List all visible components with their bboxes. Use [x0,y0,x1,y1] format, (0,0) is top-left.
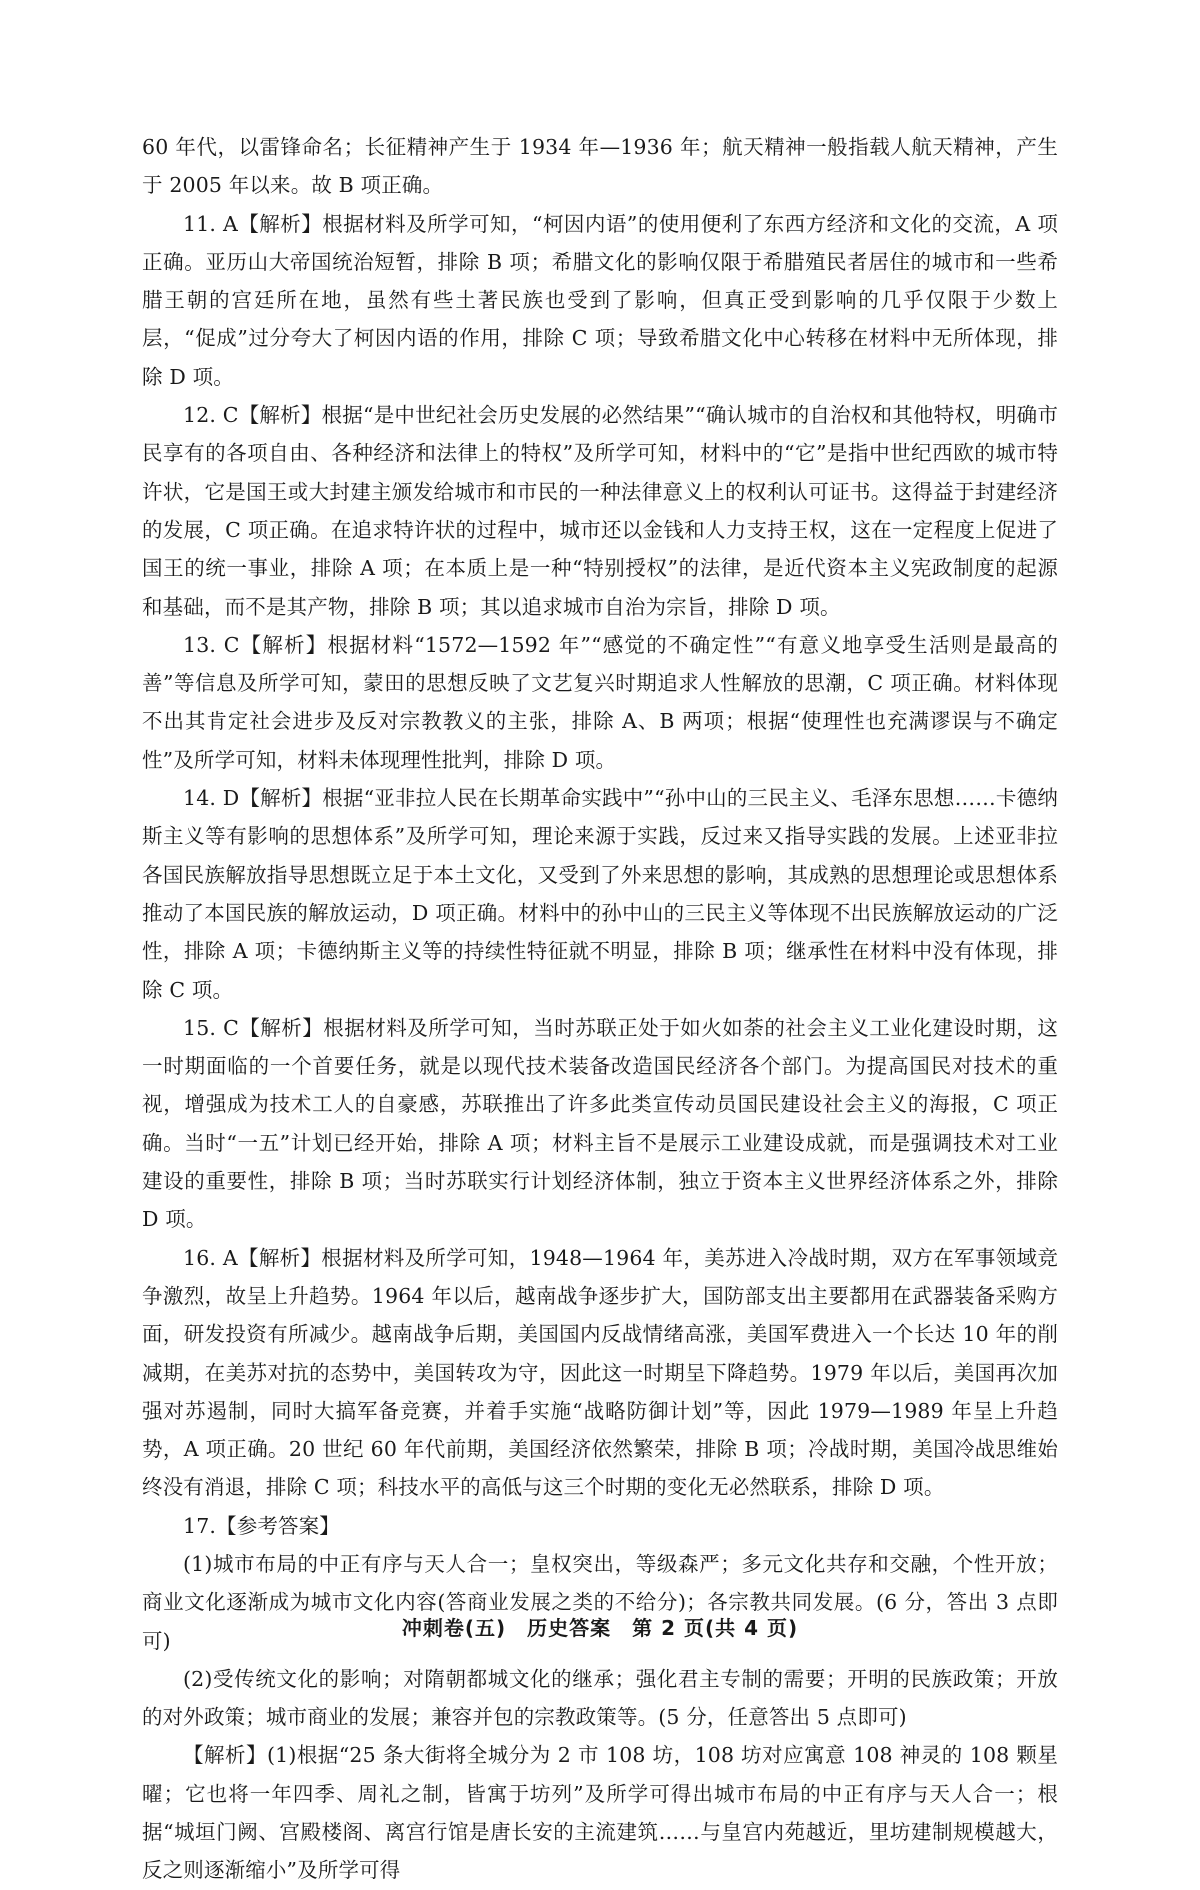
page-footer: 冲刺卷(五) 历史答案 第 2 页(共 4 页) [401,1616,799,1640]
paragraph-q17-answer-2: (2)受传统文化的影响；对隋朝都城文化的继承；强化君主专制的需要；开明的民族政策；开放的对外政策；城市商业的发展；兼容并包的宗教政策等。(5 分，任意答出 5 点即可) [142,1666,1058,1730]
paragraph-q11: 11. A【解析】根据材料及所学可知，“柯因内语”的使用便利了东西方经济和文化的交流，A 项正确。亚历山大帝国统治短暂，排除 B 项；希腊文化的影响仅限于希腊殖民者居住的城市和一些希腊王朝的宫廷所在地，虽然有些土著民族也受到了影响，但真正受到影响的几乎仅限于少数上层，“促成”过分夸大了柯因内语的作用，排除 C 项；导致希腊文化中心转移在材料中无所体现，排除 D 项。 [142,211,1058,389]
paragraph-q15: 15. C【解析】根据材料及所学可知，当时苏联正处于如火如荼的社会主义工业化建设时期，这一时期面临的一个首要任务，就是以现代技术装备改造国民经济各个部门。为提高国民对技术的重视，增强成为技术工人的自豪感，苏联推出了许多此类宣传动员国民建设社会主义的海报，C 项正确。当时“一五”计划已经开始，排除 A 项；材料主旨不是展示工业建设成就，而是强调技术对工业建设的重要性，排除 B 项；当时苏联实行计划经济体制，独立于资本主义世界经济体系之外，排除 D 项。 [142,1015,1058,1232]
paragraph-q17-analysis: 【解析】(1)根据“25 条大街将全城分为 2 市 108 坊，108 坊对应寓意 108 神灵的 108 颗星曜；它也将一年四季、周礼之制，皆寓于坊列”及所学可得出城市布局的中正有序与天人合一；根据“城垣门阙、宫殿楼阁、离宫行馆是唐长安的主流建筑……与皇宫内苑越近，里坊建制规模越大，反之则逐渐缩小”及所学可得 [142,1743,1058,1883]
paragraph-q13: 13. C【解析】根据材料“1572—1592 年”“感觉的不确定性”“有意义地享受生活则是最高的善”等信息及所学可知，蒙田的思想反映了文艺复兴时期追求人性解放的思潮，C 项正确。材料体现不出其肯定社会进步及反对宗教教义的主张，排除 A、B 两项；根据“使理性也充满谬误与不确定性”及所学可知，材料未体现理性批判，排除 D 项。 [142,632,1058,772]
paragraph-q17-heading: 17.【参考答案】 [183,1513,340,1538]
paragraph-q12: 12. C【解析】根据“是中世纪社会历史发展的必然结果”“确认城市的自治权和其他特权，明确市民享有的各项自由、各种经济和法律上的特权”及所学可知，材料中的“它”是指中世纪西欧的城市特许状，它是国王或大封建主颁发给城市和市民的一种法律意义上的权利认可证书。这得益于封建经济的发展，C 项正确。在追求特许状的过程中，城市还以金钱和人力支持王权，这在一定程度上促进了国王的统一事业，排除 A 项；在本质上是一种“特别授权”的法律，是近代资本主义宪政制度的起源和基础，而不是其产物，排除 B 项；其以追求城市自治为宗旨，排除 D 项。 [142,403,1058,619]
paragraph-q17-answer-1: (1)城市布局的中正有序与天人合一；皇权突出，等级森严；多元文化共存和交融，个性开放；商业文化逐渐成为城市文化内容(答商业发展之类的不给分)；各宗教共同发展。(6 分，答出 3 点即可) [142,1551,1058,1653]
paragraph-q14: 14. D【解析】根据“亚非拉人民在长期革命实践中”“孙中山的三民主义、毛泽东思想……卡德纳斯主义等有影响的思想体系”及所学可知，理论来源于实践，反过来又指导实践的发展。上述亚非拉各国民族解放指导思想既立足于本土文化，又受到了外来思想的影响，其成熟的思想理论或思想体系推动了本国民族的解放运动，D 项正确。材料中的孙中山的三民主义等体现不出民族解放运动的广泛性，排除 A 项；卡德纳斯主义等的持续性特征就不明显，排除 B 项；继承性在材料中没有体现，排除 C 项。 [142,786,1058,1002]
paragraph-q16: 16. A【解析】根据材料及所学可知，1948—1964 年，美苏进入冷战时期，双方在军事领域竞争激烈，故呈上升趋势。1964 年以后，越南战争逐步扩大，国防部支出主要都用在武器装备采购方面，研发投资有所减少。越南战争后期，美国国内反战情绪高涨，美国军费进入一个长达 10 年的削减期，在美苏对抗的态势中，美国转攻为守，因此这一时期呈下降趋势。1979 年以后，美国再次加强对苏遏制，同时大搞军备竞赛，并着手实施“战略防御计划”等，因此 1979—1989 年呈上升趋势，A 项正确。20 世纪 60 年代前期，美国经济依然繁荣，排除 B 项；冷战时期，美国冷战思维始终没有消退，排除 C 项；科技水平的高低与这三个时期的变化无必然联系，排除 D 项。 [142,1245,1058,1500]
paragraph-q10-continued: 60 年代，以雷锋命名；长征精神产生于 1934 年—1936 年；航天精神一般指载人航天精神，产生于 2005 年以来。故 B 项正确。 [142,135,1058,198]
